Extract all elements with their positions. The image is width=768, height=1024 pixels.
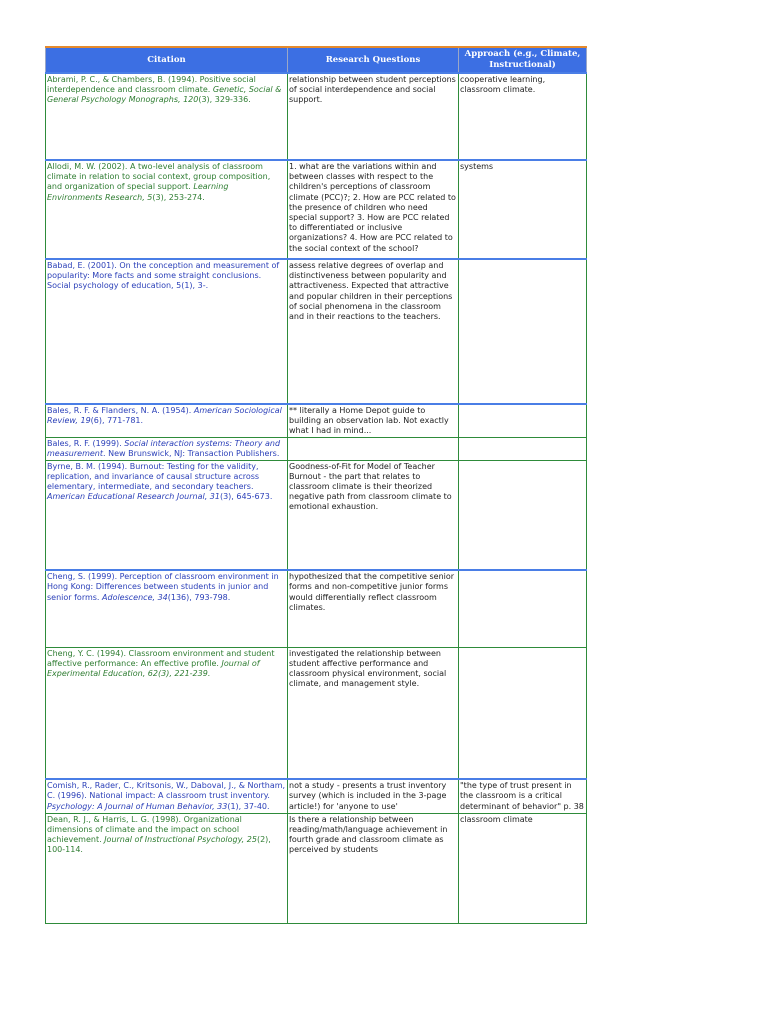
approach-cell: systems xyxy=(459,160,587,259)
table-row xyxy=(46,779,587,813)
header-citation: Citation xyxy=(46,47,288,73)
approach-cell xyxy=(459,460,587,570)
citation-cell xyxy=(46,73,288,160)
citation-cell xyxy=(46,160,288,259)
citation-pages: (136), 793-798. xyxy=(167,592,231,602)
research-question-cell xyxy=(288,437,459,460)
header-row xyxy=(46,47,587,73)
citation-text: Cheng, S. (1999). Perception of classroom environment in Hong Kong: Differences between students in junior and senior forms. xyxy=(47,572,279,602)
citation-pages: (2), 100-114. xyxy=(47,835,271,855)
table-row xyxy=(46,437,587,460)
research-question-cell: Is there a relationship between reading/math/language achievement in fourth grade and classroom climate as perceived by students xyxy=(288,813,459,923)
research-question-cell: not a study - presents a trust inventory survey (which is included in the 3-page article!) for 'anyone to use' xyxy=(288,779,459,813)
citation-cell xyxy=(46,404,288,437)
citation-pages: (3), 645-673. xyxy=(219,492,273,502)
citation-cell xyxy=(46,647,288,779)
citation-source: Adolescence, 34 xyxy=(102,592,168,602)
citation-cell xyxy=(46,813,288,923)
citation-text: Abrami, P. C., & Chambers, B. (1994). Positive social interdependence and classroom climate. xyxy=(47,75,256,95)
table-row xyxy=(46,404,587,437)
citation-source: Journal of Experimental Education, 62(3), 221-239. xyxy=(47,658,260,679)
table-row xyxy=(46,73,587,160)
table-row xyxy=(46,259,587,404)
header-research-questions: Research Questions xyxy=(288,47,459,73)
research-question-cell: ** literally a Home Depot guide to building an observation lab. Not exactly what I had in mind... xyxy=(288,404,459,437)
research-question-cell: relationship between student perceptions of social interdependence and social support. xyxy=(288,73,459,160)
citation-text: Bales, R. F. (1999). xyxy=(47,438,125,448)
citation-text: Cheng, Y. C. (1994). Classroom environment and student affective performance: An effective profile. xyxy=(47,648,275,668)
citation-text: Dean, R. J., & Harris, L. G. (1998). Organizational dimensions of climate and the impact on school achievement. xyxy=(47,814,242,845)
citation-cell xyxy=(46,570,288,647)
approach-cell xyxy=(459,259,587,404)
citation-pages: (6), 771-781. xyxy=(90,416,144,426)
citation-source: Psychology: A Journal of Human Behavior, 33 xyxy=(47,801,228,811)
citation-pages: . New Brunswick, NJ: Transaction Publishers. xyxy=(103,448,280,458)
citation-pages: (3), 329-336. xyxy=(198,95,251,105)
citation-source: Learning Environments Research, 5 xyxy=(47,182,229,202)
citation-source: Social interaction systems: Theory and measurement xyxy=(47,438,281,458)
table-row xyxy=(46,813,587,923)
citation-pages: (1), 37-40. xyxy=(227,801,270,811)
citation-cell xyxy=(46,779,288,813)
citation-pages: (3), 253-274. xyxy=(152,192,205,202)
research-question-cell: hypothesized that the competitive senior forms and non-competitive junior forms would differentially reflect classroom climates. xyxy=(288,570,459,647)
research-question-cell: investigated the relationship between student affective performance and classroom physical environment, social climate, and management style. xyxy=(288,647,459,779)
citation-text: Babad, E. (2001). On the conception and measurement of popularity: More facts and some straight conclusions. Social psychology of education, 5(1), 3-. xyxy=(47,261,280,291)
approach-cell: "the type of trust present in the classroom is a critical determinant of behavior" p. 38 xyxy=(459,779,587,813)
research-question-cell: Goodness-of-Fit for Model of Teacher Burnout - the part that relates to classroom climate is their theorized negative path from classroom climate to emotional exhaustion. xyxy=(288,460,459,570)
approach-cell: classroom climate xyxy=(459,813,587,923)
approach-cell xyxy=(459,570,587,647)
citation-cell xyxy=(46,259,288,404)
approach-cell: cooperative learning, classroom climate. xyxy=(459,73,587,160)
citation-source: American Educational Research Journal, 31 xyxy=(47,492,220,502)
citation-cell xyxy=(46,437,288,460)
citation-cell xyxy=(46,460,288,570)
research-question-cell: assess relative degrees of overlap and distinctiveness between popularity and attractiveness. Expected that attractive and popular children in their perceptions of social phenomena in the classroom and in their reactions to the teachers. xyxy=(288,259,459,404)
citation-text: Allodi, M. W. (2002). A two-level analysis of classroom climate in relation to social context, group composition, and organization of special support. xyxy=(47,162,271,192)
citation-source: Genetic, Social & General Psychology Monographs, 120 xyxy=(47,85,282,105)
research-question-cell: 1. what are the variations within and between classes with respect to the children's perceptions of classroom climate (PCC)?; 2. How are PCC related to the presence of children who need special support? 3. How are PCC related to differentiated or inclusive organizations? 4. How are PCC related to the social context of the school? xyxy=(288,160,459,259)
approach-cell xyxy=(459,647,587,779)
citation-source: Journal of Instructional Psychology, 25 xyxy=(104,835,257,845)
table-row xyxy=(46,570,587,647)
header-approach: Approach (e.g., Climate, Instructional) xyxy=(459,47,587,73)
approach-cell xyxy=(459,404,587,437)
citation-source: American Sociological Review, 19 xyxy=(47,406,282,426)
table-row xyxy=(46,160,587,259)
table-row xyxy=(46,647,587,779)
citation-text: Comish, R., Rader, C., Kritsonis, W., Daboval, J., & Northam, C. (1996). National impact: A classroom trust inventory. xyxy=(47,781,286,801)
references-table xyxy=(45,46,587,924)
table-row xyxy=(46,460,587,570)
approach-cell xyxy=(459,437,587,460)
citation-text: Bales, R. F. & Flanders, N. A. (1954). xyxy=(47,406,194,415)
citation-text: Byrne, B. M. (1994). Burnout: Testing for the validity, replication, and invariance of causal structure across elementary, intermediate, and secondary teachers. xyxy=(47,461,260,492)
